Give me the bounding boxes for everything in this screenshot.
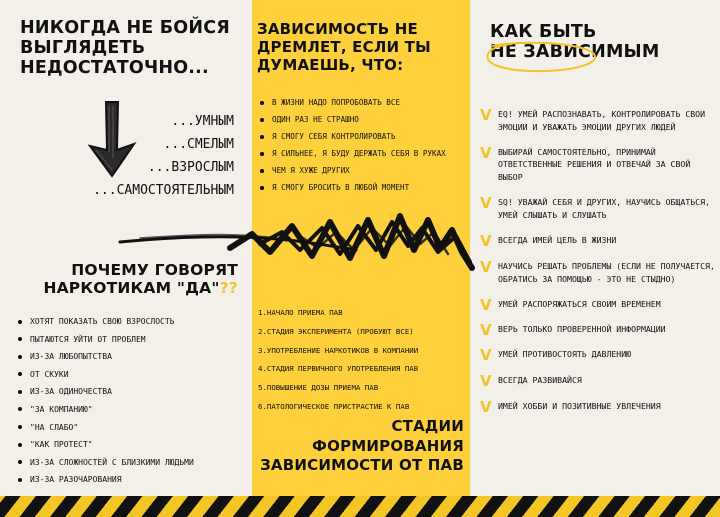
circle-highlight-icon — [482, 40, 600, 74]
check-icon: V — [480, 398, 492, 417]
reason-text: ОТ СКУКИ — [30, 369, 69, 379]
reason-item — [18, 454, 194, 472]
thought-item — [260, 162, 468, 179]
tip-text: ВЫБИРАЙ САМОСТОЯТЕЛЬНО, ПРИНИМАЙ ОТВЕТСТВЕННЫЕ РЕШЕНИЯ И ОТВЕЧАЙ ЗА СВОЙ ВЫБОР — [498, 146, 691, 183]
thought-text: Я СМОГУ БРОСИТЬ В ЛЮБОЙ МОМЕНТ — [272, 183, 410, 192]
left-column — [0, 0, 252, 496]
tip-item — [480, 143, 716, 184]
reason-text: ПЫТАЮТСЯ УЙТИ ОТ ПРОБЛЕМ — [30, 334, 146, 344]
tips-list — [480, 106, 716, 417]
stage-item: 3.УПОТРЕБЛЕНИЕ НАРКОТИКОВ В КОМПАНИИ — [258, 345, 419, 355]
qualities-list — [93, 110, 234, 202]
stages-title-line: СТАДИИ — [391, 417, 464, 435]
thought-text: Я СИЛЬНЕЕ, Я БУДУ ДЕРЖАТЬ СЕБЯ В РУКАХ — [272, 149, 446, 158]
stage-item: 1.НАЧАЛО ПРИЕМА ПАВ — [258, 308, 343, 317]
reason-item — [18, 401, 194, 419]
tip-text: ИМЕЙ ХОББИ И ПОЗИТИВНЫЕ УВЛЕЧЕНИЯ — [498, 401, 661, 412]
question-marks: ?? — [219, 278, 238, 297]
bullet-icon — [18, 407, 22, 411]
check-icon: V — [480, 258, 492, 277]
stage-item: 4.СТАДИЯ ПЕРВИЧНОГО УПОТРЕБЛЕНИЯ ПАВ — [258, 364, 419, 374]
tip-text: НАУЧИСЬ РЕШАТЬ ПРОБЛЕМЫ (ЕСЛИ НЕ ПОЛУЧАЕТСЯ, ОБРАТИСЬ ЗА ПОМОЩЬЮ - ЭТО НЕ СТЫДНО) — [498, 261, 715, 285]
why-title-line: ПОЧЕМУ ГОВОРЯТ — [71, 261, 238, 279]
reason-text: ИЗ-ЗА ОДИНОЧЕСТВА — [30, 387, 112, 397]
tip-text: УМЕЙ РАСПОРЯЖАТЬСЯ СВОИМ ВРЕМЕНЕМ — [498, 298, 661, 309]
reason-text: "КАК ПРОТЕСТ" — [30, 440, 93, 450]
reason-item — [18, 419, 194, 437]
reason-item — [18, 366, 194, 384]
bullet-icon — [260, 186, 264, 190]
left-title-line: НЕДОСТАТОЧНО... — [20, 58, 209, 79]
reason-text: ИЗ-ЗА ЛЮБОПЫТСТВА — [30, 352, 112, 362]
right-title-line: КАК БЫТЬ — [490, 22, 597, 42]
reason-text: ИЗ-ЗА РАЗОЧАРОВАНИЯ — [30, 475, 122, 485]
reason-item — [18, 348, 194, 366]
stages-list — [258, 304, 468, 417]
thought-item — [260, 111, 468, 128]
tip-text: ВСЕГДА ИМЕЙ ЦЕЛЬ В ЖИЗНИ — [498, 234, 617, 245]
tip-item — [480, 295, 716, 314]
check-icon: V — [480, 231, 492, 250]
stages-title-line: ЗАВИСИМОСТИ ОТ ПАВ — [260, 456, 464, 474]
reason-item — [18, 436, 194, 454]
stages-title — [260, 417, 464, 476]
tip-item — [480, 231, 716, 250]
tip-text: SQ! УВАЖАЙ СЕБЯ И ДРУГИХ, НАУЧИСЬ ОБЩАТЬСЯ, УМЕЙ СЛЫШАТЬ И СЛУШАТЬ — [498, 196, 710, 220]
bullet-icon — [260, 101, 264, 105]
right-title-line: НЕ ЗАВИСИМЫМ — [490, 42, 660, 63]
middle-title — [257, 20, 467, 74]
tip-item — [480, 398, 716, 417]
reason-item — [18, 331, 194, 349]
check-icon: V — [480, 320, 492, 339]
check-icon: V — [480, 372, 492, 391]
left-title — [20, 18, 245, 78]
why-title-text: НАРКОТИКАМ "ДА" — [43, 278, 220, 297]
middle-column — [252, 0, 470, 496]
thoughts-list — [260, 94, 468, 196]
check-icon: V — [480, 106, 492, 124]
tip-text: ВЕРЬ ТОЛЬКО ПРОВЕРЕННОЙ ИНФОРМАЦИИ — [498, 323, 666, 334]
tip-text: ВСЕГДА РАЗВИВАЙСЯ — [498, 375, 582, 386]
right-column — [470, 0, 720, 496]
bullet-icon — [18, 337, 22, 341]
middle-title-line: ДУМАЕШЬ, ЧТО: — [257, 56, 404, 74]
reasons-list — [18, 313, 194, 489]
tip-text: УМЕЙ ПРОТИВОСТОЯТЬ ДАВЛЕНИЮ — [498, 348, 632, 359]
middle-title-line: ЗАВИСИМОСТЬ НЕ — [257, 20, 418, 38]
check-icon: V — [480, 193, 492, 212]
stages-title-line: ФОРМИРОВАНИЯ — [312, 436, 464, 455]
quality-item: ...УМНЫМ — [171, 114, 234, 129]
quality-item: ...САМОСТОЯТЕЛЬНЫМ — [93, 183, 234, 198]
why-title — [0, 262, 238, 298]
stage-item: 5.ПОВЫШЕНИЕ ДОЗЫ ПРИЕМА ПАВ — [258, 383, 379, 393]
reason-item — [18, 383, 194, 401]
reason-item — [18, 471, 194, 489]
thought-text: ОДИН РАЗ НЕ СТРАШНО — [272, 115, 359, 124]
why-title-line — [0, 280, 238, 298]
left-title-line: НИКОГДА НЕ БОЙСЯ — [20, 18, 230, 38]
bullet-icon — [260, 152, 264, 156]
reason-item — [18, 313, 194, 331]
bullet-icon — [18, 425, 22, 429]
thought-item — [260, 145, 468, 162]
tip-item — [480, 193, 716, 222]
tip-item — [480, 320, 716, 339]
reason-text: ИЗ-ЗА СЛОЖНОСТЕЙ С БЛИЗКИМИ ЛЮДЬМИ — [30, 457, 194, 467]
bullet-icon — [18, 390, 22, 394]
bullet-icon — [18, 372, 22, 376]
stage-item: 6.ПАТОЛОГИЧЕСКОЕ ПРИСТРАСТИЕ К ПАВ — [258, 401, 410, 411]
check-icon: V — [480, 143, 492, 162]
thought-text: В ЖИЗНИ НАДО ПОПРОБОВАТЬ ВСЕ — [272, 98, 401, 107]
bullet-icon — [18, 355, 22, 359]
tip-item — [480, 260, 716, 286]
thought-text: Я СМОГУ СЕБЯ КОНТРОЛИРОВАТЬ — [272, 132, 396, 141]
bullet-icon — [18, 320, 22, 324]
check-icon: V — [480, 345, 492, 364]
reason-text: ХОТЯТ ПОКАЗАТЬ СВОЮ ВЗРОСЛОСТЬ — [30, 317, 175, 326]
check-icon: V — [480, 295, 492, 314]
reason-text: "ЗА КОМПАНИЮ" — [30, 404, 93, 414]
thought-item — [260, 179, 468, 196]
thought-item — [260, 128, 468, 145]
thought-item — [260, 94, 468, 111]
thought-text: ЧЕМ Я ХУЖЕ ДРУГИХ — [272, 166, 350, 175]
bullet-icon — [260, 118, 264, 122]
bullet-icon — [260, 169, 264, 173]
quality-item: ...СМЕЛЫМ — [163, 137, 234, 152]
tip-item — [480, 108, 716, 134]
tip-item — [480, 372, 716, 391]
right-title — [490, 22, 660, 62]
bullet-icon — [18, 478, 22, 482]
bullet-icon — [18, 460, 22, 464]
tip-text: EQ! УМЕЙ РАСПОЗНАВАТЬ, КОНТРОЛИРОВАТЬ СВОИ ЭМОЦИИ И УВАЖАТЬ ЭМОЦИИ ДРУГИХ ЛЮДЕЙ — [498, 109, 706, 132]
caution-stripe — [0, 496, 720, 517]
stage-item: 2.СТАДИЯ ЭКСПЕРИМЕНТА (ПРОБУЮТ ВСЕ) — [258, 326, 414, 336]
left-title-line: ВЫГЛЯДЕТЬ — [20, 38, 146, 59]
quality-item: ...ВЗРОСЛЫМ — [147, 160, 234, 175]
bullet-icon — [18, 443, 22, 447]
middle-title-line: ДРЕМЛЕТ, ЕСЛИ ТЫ — [257, 38, 431, 56]
bullet-icon — [260, 135, 264, 139]
reason-text: "НА СЛАБО" — [30, 422, 79, 432]
tip-item — [480, 345, 716, 364]
